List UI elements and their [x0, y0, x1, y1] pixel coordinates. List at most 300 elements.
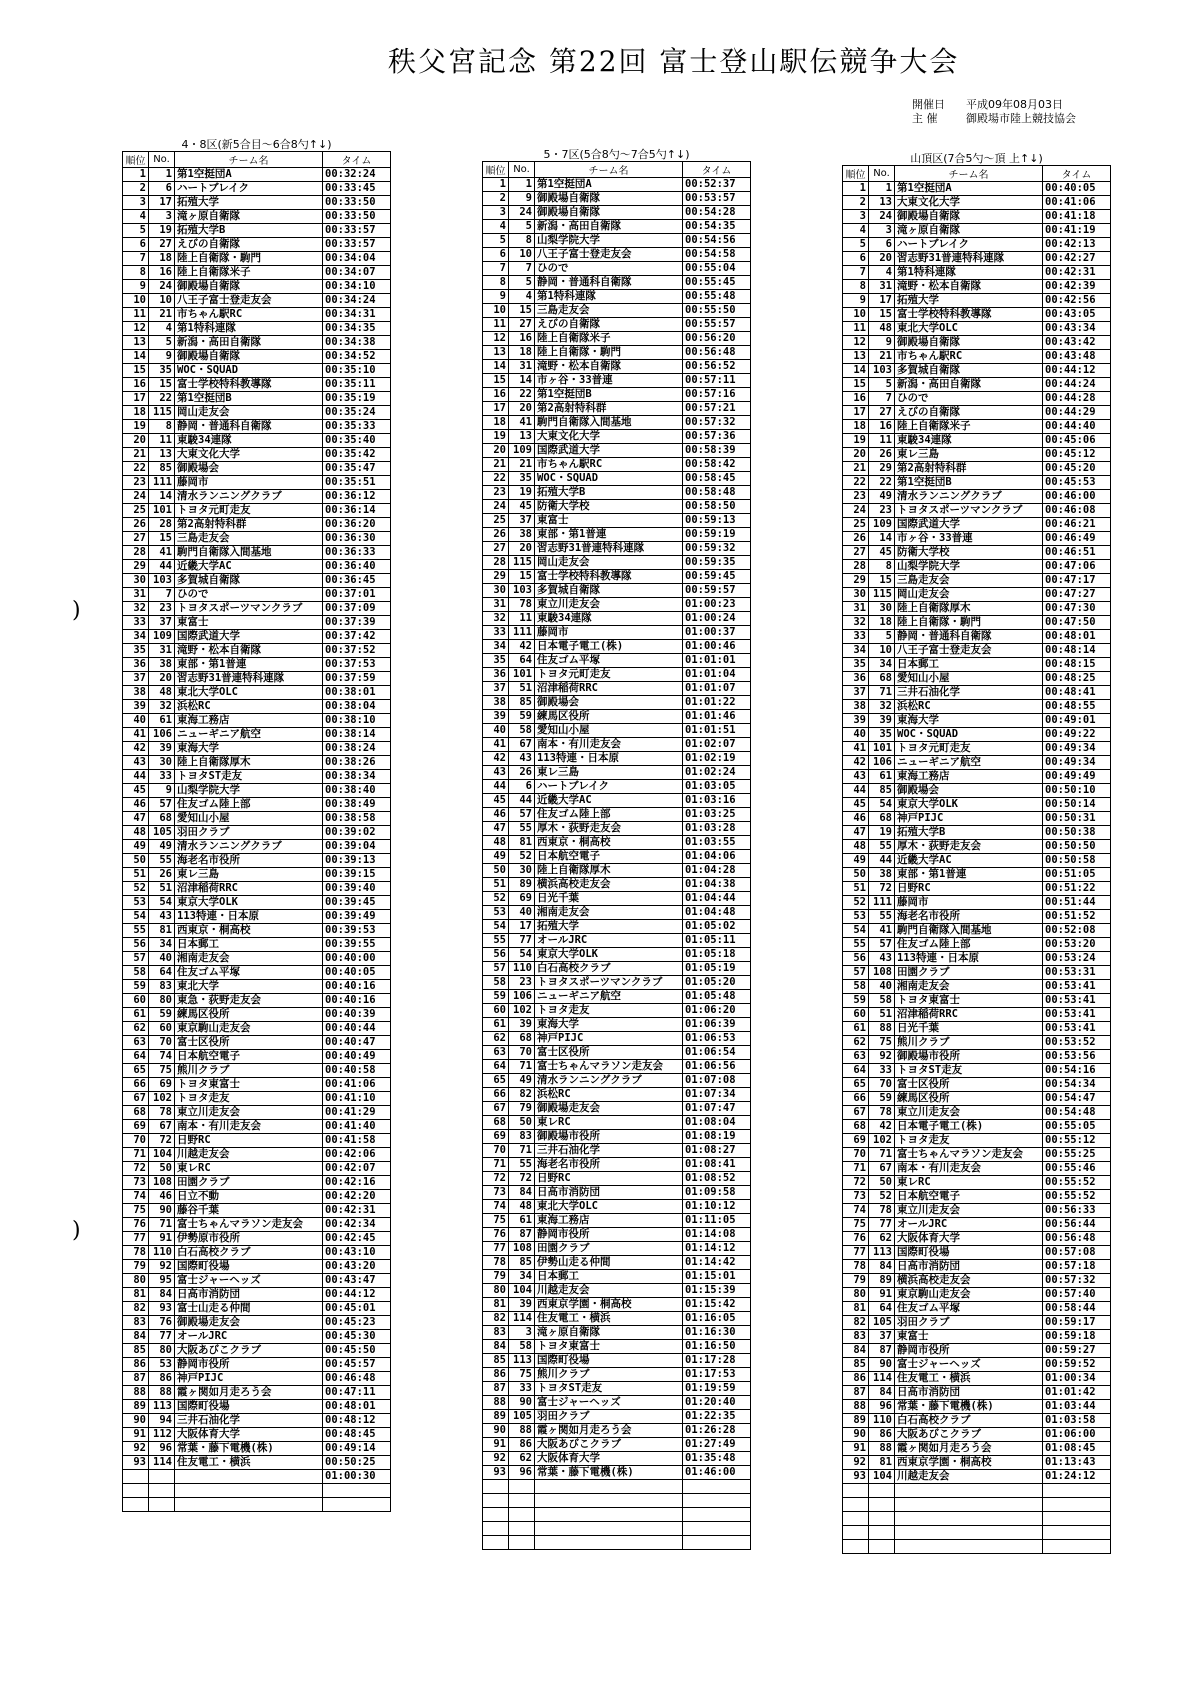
cell-rank: 22: [483, 472, 509, 486]
table-row: [483, 738, 751, 752]
table-row: [843, 434, 1111, 448]
cell-team: 東レRC: [535, 1116, 683, 1130]
table-row: [843, 1400, 1111, 1414]
cell-rank: 47: [483, 822, 509, 836]
table-row: [483, 402, 751, 416]
cell-time: 01:05:20: [683, 976, 751, 990]
cell-rank: 46: [483, 808, 509, 822]
cell-no: 5: [869, 378, 895, 392]
cell-team: 日本電子電工(株): [895, 1120, 1043, 1134]
cell-rank: 5: [843, 238, 869, 252]
cell-time: 00:58:50: [683, 500, 751, 514]
cell-rank: 51: [843, 882, 869, 896]
cell-team: 清水ランニングクラブ: [175, 490, 323, 504]
table-row: [123, 1022, 391, 1036]
table-row: [843, 770, 1111, 784]
cell-no: 15: [869, 308, 895, 322]
cell-no: 89: [509, 878, 535, 892]
cell-rank: 11: [123, 308, 149, 322]
cell-time: 00:59:35: [683, 556, 751, 570]
cell-rank: 33: [123, 616, 149, 630]
table-row: [483, 248, 751, 262]
cell-time: 00:55:45: [683, 276, 751, 290]
cell-rank: 55: [843, 938, 869, 952]
cell-rank: 9: [483, 290, 509, 304]
cell-team: 愛知山小屋: [175, 812, 323, 826]
cell-time: 00:36:40: [323, 560, 391, 574]
cell-team: 国際町役場: [175, 1400, 323, 1414]
cell-time: 00:55:50: [683, 304, 751, 318]
cell-rank: 72: [483, 1172, 509, 1186]
cell-team: 浜松RC: [535, 1088, 683, 1102]
cell-rank: 2: [123, 182, 149, 196]
cell-no: 111: [509, 626, 535, 640]
cell-rank: 12: [843, 336, 869, 350]
cell-team: 大阪体育大学: [175, 1428, 323, 1442]
table-row: [483, 682, 751, 696]
cell-time: 01:03:05: [683, 780, 751, 794]
table-row: [843, 1330, 1111, 1344]
cell-team: 東レ三島: [895, 448, 1043, 462]
table-row: [843, 1106, 1111, 1120]
table-row: [843, 1050, 1111, 1064]
table-row: [483, 1074, 751, 1088]
cell-team: 東海大学: [535, 1018, 683, 1032]
cell-no: 50: [509, 1116, 535, 1130]
cell-time: 00:56:33: [1043, 1204, 1111, 1218]
cell-rank: 2: [483, 192, 509, 206]
cell-no: 52: [869, 1190, 895, 1204]
cell-time: 00:46:48: [323, 1372, 391, 1386]
cell-rank: 3: [483, 206, 509, 220]
cell-rank: 62: [123, 1022, 149, 1036]
cell-rank: 49: [123, 840, 149, 854]
cell-team: 滝野・松本自衛隊: [535, 360, 683, 374]
cell-team: トヨタ走友: [535, 1004, 683, 1018]
table-row: [483, 1256, 751, 1270]
cell-team: 東部・第1普連: [175, 658, 323, 672]
cell-rank: 47: [843, 826, 869, 840]
cell-rank: 24: [123, 490, 149, 504]
cell-no: 24: [509, 206, 535, 220]
meta-organizer-label: 主 催: [912, 112, 938, 125]
cell-rank: 60: [483, 1004, 509, 1018]
table-row: [843, 756, 1111, 770]
cell-time: 00:49:34: [1043, 742, 1111, 756]
table-row: [843, 1232, 1111, 1246]
cell-time: 00:35:11: [323, 378, 391, 392]
table-row: [843, 798, 1111, 812]
empty-cell: [535, 1536, 683, 1550]
cell-team: 湘南走友会: [175, 952, 323, 966]
cell-team: 近畿大学AC: [895, 854, 1043, 868]
cell-time: 00:35:51: [323, 476, 391, 490]
cell-no: 78: [869, 1204, 895, 1218]
cell-no: 5: [869, 630, 895, 644]
table-row: [483, 962, 751, 976]
cell-no: 72: [869, 882, 895, 896]
empty-row: [843, 1512, 1111, 1526]
cell-rank: 85: [483, 1354, 509, 1368]
cell-rank: 46: [123, 798, 149, 812]
cell-time: 00:49:34: [1043, 756, 1111, 770]
cell-team: 東駿34連隊: [535, 612, 683, 626]
cell-time: 00:34:35: [323, 322, 391, 336]
cell-no: 86: [149, 1372, 175, 1386]
cell-time: 00:48:01: [1043, 630, 1111, 644]
cell-no: 75: [509, 1368, 535, 1382]
cell-team: 日高市消防団: [175, 1288, 323, 1302]
cell-no: 103: [149, 574, 175, 588]
cell-no: 31: [509, 360, 535, 374]
table-row: [483, 444, 751, 458]
cell-rank: 29: [843, 574, 869, 588]
cell-team: トヨタスポーツマンクラブ: [535, 976, 683, 990]
cell-rank: 87: [123, 1372, 149, 1386]
cell-no: 102: [509, 1004, 535, 1018]
cell-team: 霞ヶ関如月走ろう会: [535, 1424, 683, 1438]
table-row: [843, 1344, 1111, 1358]
cell-no: 115: [869, 588, 895, 602]
cell-team: WOC・SQUAD: [535, 472, 683, 486]
cell-time: 01:17:28: [683, 1354, 751, 1368]
cell-time: 01:20:40: [683, 1396, 751, 1410]
cell-team: 日光千葉: [895, 1022, 1043, 1036]
cell-no: 101: [869, 742, 895, 756]
cell-rank: 11: [483, 318, 509, 332]
empty-row: [483, 1522, 751, 1536]
cell-team: 藤岡市: [175, 476, 323, 490]
cell-time: 01:02:19: [683, 752, 751, 766]
cell-time: 00:39:13: [323, 854, 391, 868]
cell-time: 01:07:34: [683, 1088, 751, 1102]
cell-rank: 57: [843, 966, 869, 980]
cell-time: 01:03:16: [683, 794, 751, 808]
cell-time: 00:45:01: [323, 1302, 391, 1316]
cell-team: 国際武道大学: [175, 630, 323, 644]
cell-no: 21: [509, 458, 535, 472]
cell-time: 01:15:01: [683, 1270, 751, 1284]
cell-rank: 65: [843, 1078, 869, 1092]
cell-team: 御殿場走友会: [535, 1102, 683, 1116]
cell-team: 清水ランニングクラブ: [175, 840, 323, 854]
cell-time: 00:35:47: [323, 462, 391, 476]
table-row: [843, 1008, 1111, 1022]
cell-no: 34: [509, 1270, 535, 1284]
cell-no: 18: [509, 346, 535, 360]
cell-time: 00:54:47: [1043, 1092, 1111, 1106]
cell-time: 00:55:04: [683, 262, 751, 276]
cell-no: 19: [509, 486, 535, 500]
cell-no: 49: [869, 490, 895, 504]
cell-time: 00:43:05: [1043, 308, 1111, 322]
table-row: [123, 1120, 391, 1134]
cell-team: 住友電工・横浜: [895, 1372, 1043, 1386]
cell-time: 00:52:37: [683, 178, 751, 192]
empty-cell: [483, 1508, 509, 1522]
empty-cell: [535, 1494, 683, 1508]
cell-no: 50: [149, 1162, 175, 1176]
cell-no: 48: [869, 322, 895, 336]
empty-cell: [895, 1484, 1043, 1498]
table-row: [123, 994, 391, 1008]
cell-no: 96: [149, 1442, 175, 1456]
cell-time: 00:35:33: [323, 420, 391, 434]
cell-team: 拓殖大学: [895, 294, 1043, 308]
table-row: [843, 392, 1111, 406]
cell-team: トヨタST走友: [895, 1064, 1043, 1078]
document-title: 秩父宮記念 第22回 富士登山駅伝競争大会: [388, 45, 960, 78]
table-row: [483, 1368, 751, 1382]
cell-rank: 66: [843, 1092, 869, 1106]
cell-no: 27: [149, 238, 175, 252]
cell-time: 00:55:25: [1043, 1148, 1111, 1162]
empty-cell: [483, 1494, 509, 1508]
cell-no: 27: [869, 406, 895, 420]
cell-time: 01:01:51: [683, 724, 751, 738]
cell-time: 00:58:48: [683, 486, 751, 500]
cell-time: 00:56:48: [1043, 1232, 1111, 1246]
cell-no: 32: [149, 700, 175, 714]
cell-rank: 81: [483, 1298, 509, 1312]
empty-cell: [1043, 1540, 1111, 1554]
cell-time: 00:34:38: [323, 336, 391, 350]
empty-cell: [683, 1536, 751, 1550]
table-row: [123, 434, 391, 448]
table-row: [843, 224, 1111, 238]
cell-team: 113特連・日本原: [175, 910, 323, 924]
cell-no: 8: [149, 420, 175, 434]
table-row: [843, 476, 1111, 490]
cell-team: 拓殖大学: [535, 920, 683, 934]
cell-team: 岡山走友会: [535, 556, 683, 570]
cell-time: 00:40:44: [323, 1022, 391, 1036]
cell-time: 00:36:14: [323, 504, 391, 518]
cell-team: 八王子富士登走友会: [535, 248, 683, 262]
cell-team: オールJRC: [895, 1218, 1043, 1232]
cell-time: 00:42:07: [323, 1162, 391, 1176]
cell-team: 白石高校クラブ: [535, 962, 683, 976]
cell-no: 88: [869, 1442, 895, 1456]
cell-rank: 91: [483, 1438, 509, 1452]
table-row: [123, 742, 391, 756]
cell-rank: 64: [483, 1060, 509, 1074]
table-row: [123, 1386, 391, 1400]
cell-rank: 32: [843, 616, 869, 630]
cell-time: 00:58:42: [683, 458, 751, 472]
table-row: [843, 742, 1111, 756]
table-row: [483, 570, 751, 584]
cell-rank: 5: [483, 234, 509, 248]
cell-rank: 58: [483, 976, 509, 990]
cell-team: 山梨学院大学: [175, 784, 323, 798]
cell-time: 00:57:18: [1043, 1260, 1111, 1274]
cell-time: 01:15:39: [683, 1284, 751, 1298]
table-row: [843, 644, 1111, 658]
table-row: [123, 1260, 391, 1274]
cell-no: 106: [869, 756, 895, 770]
table-row: [843, 840, 1111, 854]
results-table: [122, 151, 391, 1512]
cell-rank: 89: [843, 1414, 869, 1428]
cell-team: 日高市消防団: [535, 1186, 683, 1200]
cell-no: 80: [149, 994, 175, 1008]
table-row: [483, 1200, 751, 1214]
cell-rank: 32: [483, 612, 509, 626]
table-row: [123, 196, 391, 210]
cell-team: 防衛大学校: [535, 500, 683, 514]
cell-no: 68: [869, 672, 895, 686]
table-row: [123, 1400, 391, 1414]
cell-team: 陸上自衛隊・駒門: [535, 346, 683, 360]
table-row: [123, 672, 391, 686]
cell-time: 01:06:53: [683, 1032, 751, 1046]
cell-no: 48: [149, 686, 175, 700]
cell-no: 96: [869, 1400, 895, 1414]
cell-time: 01:01:04: [683, 668, 751, 682]
cell-time: 00:58:44: [1043, 1302, 1111, 1316]
cell-team: 滝ヶ原自衛隊: [535, 1326, 683, 1340]
cell-no: 6: [149, 182, 175, 196]
cell-rank: 93: [123, 1456, 149, 1470]
cell-team: トヨタST走友: [535, 1382, 683, 1396]
cell-no: 69: [149, 1078, 175, 1092]
cell-rank: 9: [843, 294, 869, 308]
cell-no: 93: [149, 1302, 175, 1316]
cell-time: 00:38:24: [323, 742, 391, 756]
cell-rank: 17: [123, 392, 149, 406]
cell-no: 71: [509, 1060, 535, 1074]
cell-rank: 62: [483, 1032, 509, 1046]
table-row: [483, 822, 751, 836]
table-row: [123, 308, 391, 322]
cell-team: 富士ちゃんマラソン走友会: [535, 1060, 683, 1074]
cell-no: 74: [149, 1050, 175, 1064]
cell-no: 4: [149, 322, 175, 336]
cell-time: 00:55:46: [1043, 1162, 1111, 1176]
cell-rank: 6: [483, 248, 509, 262]
cell-time: 00:50:25: [323, 1456, 391, 1470]
cell-rank: 11: [843, 322, 869, 336]
cell-team: 東海大学: [175, 742, 323, 756]
cell-rank: 76: [123, 1218, 149, 1232]
cell-rank: 37: [483, 682, 509, 696]
cell-team: 神戸PIJC: [895, 812, 1043, 826]
cell-time: 00:47:27: [1043, 588, 1111, 602]
cell-rank: 92: [483, 1452, 509, 1466]
cell-time: 00:35:40: [323, 434, 391, 448]
cell-rank: 93: [483, 1466, 509, 1480]
table-row: [843, 728, 1111, 742]
cell-rank: 66: [483, 1088, 509, 1102]
table-row: [843, 896, 1111, 910]
cell-rank: 61: [483, 1018, 509, 1032]
table-row: [843, 448, 1111, 462]
cell-no: 8: [509, 234, 535, 248]
empty-cell: [1043, 1512, 1111, 1526]
cell-team: トヨタ元町走友: [895, 742, 1043, 756]
cell-team: 御殿場自衛隊: [175, 350, 323, 364]
cell-time: 00:42:34: [323, 1218, 391, 1232]
cell-time: 00:53:41: [1043, 994, 1111, 1008]
cell-team: 国際町役場: [895, 1246, 1043, 1260]
cell-rank: 26: [483, 528, 509, 542]
cell-team: 岡山走友会: [175, 406, 323, 420]
cell-no: 55: [149, 854, 175, 868]
cell-rank: 22: [843, 476, 869, 490]
cell-rank: 35: [123, 644, 149, 658]
cell-time: 00:36:20: [323, 518, 391, 532]
cell-rank: 43: [843, 770, 869, 784]
table-row: [483, 206, 751, 220]
cell-time: 00:56:52: [683, 360, 751, 374]
cell-no: 49: [509, 1074, 535, 1088]
cell-no: 58: [509, 1340, 535, 1354]
empty-cell: [843, 1484, 869, 1498]
cell-time: 00:36:30: [323, 532, 391, 546]
cell-team: 日野RC: [895, 882, 1043, 896]
table-row: [843, 1064, 1111, 1078]
cell-time: 01:05:18: [683, 948, 751, 962]
cell-time: 00:41:10: [323, 1092, 391, 1106]
empty-row: [483, 1494, 751, 1508]
cell-team: 東海工務店: [895, 770, 1043, 784]
cell-team: 富士山走る仲間: [175, 1302, 323, 1316]
cell-team: 三島走友会: [535, 304, 683, 318]
table-row: [483, 220, 751, 234]
table-row: [123, 448, 391, 462]
cell-no: 3: [509, 1326, 535, 1340]
cell-team: 川越走友会: [535, 1284, 683, 1298]
cell-no: 83: [509, 1130, 535, 1144]
cell-no: 26: [149, 868, 175, 882]
cell-no: 81: [869, 1456, 895, 1470]
empty-cell: [509, 1536, 535, 1550]
cell-no: 77: [509, 934, 535, 948]
cell-team: 陸上自衛隊・駒門: [175, 252, 323, 266]
cell-no: 57: [869, 938, 895, 952]
cell-no: 110: [869, 1414, 895, 1428]
section-panel-2: [482, 148, 751, 1550]
cell-no: 85: [509, 1256, 535, 1270]
cell-no: 59: [869, 1092, 895, 1106]
cell-no: 95: [149, 1274, 175, 1288]
table-row: [483, 472, 751, 486]
table-row: [123, 560, 391, 574]
cell-team: 練馬区役所: [895, 1092, 1043, 1106]
cell-team: 東京大学OLK: [535, 948, 683, 962]
cell-time: 00:54:58: [683, 248, 751, 262]
cell-rank: 54: [123, 910, 149, 924]
cell-team: 浜松RC: [895, 700, 1043, 714]
cell-team: 田園クラブ: [175, 1176, 323, 1190]
meta-date-label: 開催日: [912, 98, 945, 111]
cell-rank: 48: [483, 836, 509, 850]
table-row: [483, 542, 751, 556]
cell-rank: 76: [483, 1228, 509, 1242]
cell-no: 60: [149, 1022, 175, 1036]
cell-time: 01:22:35: [683, 1410, 751, 1424]
table-row: [123, 406, 391, 420]
cell-rank: 7: [123, 252, 149, 266]
table-row: [123, 1008, 391, 1022]
cell-time: 00:57:40: [1043, 1288, 1111, 1302]
cell-no: 19: [869, 826, 895, 840]
cell-team: 富士学校特科教導隊: [535, 570, 683, 584]
cell-time: 00:47:17: [1043, 574, 1111, 588]
cell-rank: 57: [483, 962, 509, 976]
cell-team: トヨタ東富士: [895, 994, 1043, 1008]
